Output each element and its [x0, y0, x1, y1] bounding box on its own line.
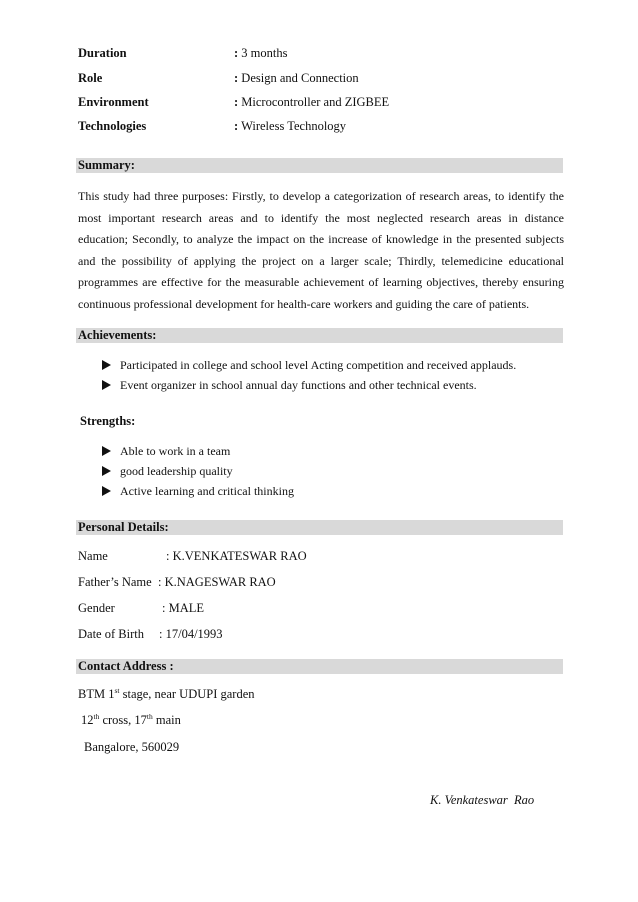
colon: : [234, 71, 239, 85]
address-line-3: Bangalore, 560029 [84, 740, 180, 754]
project-role-row [78, 71, 568, 91]
address-text: stage, near UDUPI garden [119, 687, 255, 701]
achievements-list [102, 355, 516, 395]
technologies-value-wrap [234, 119, 346, 134]
strength-text: Able to work in a team [120, 444, 231, 458]
dob-label: Date of Birth [78, 627, 144, 641]
colon: : [234, 95, 239, 109]
personal-details-heading: Personal Details: [76, 520, 563, 535]
address-text: 12 [81, 713, 94, 727]
list-item [102, 481, 294, 501]
gender-value: : MALE [162, 601, 205, 615]
signature-name: K. Venkateswar Rao [430, 793, 535, 807]
achievements-heading: Achievements: [76, 328, 563, 343]
ordinal-suffix: th [146, 712, 153, 721]
gender-label: Gender [78, 601, 115, 615]
dob-value: : 17/04/1993 [159, 627, 223, 641]
arrow-bullet-icon [102, 486, 111, 496]
list-item [102, 441, 294, 461]
role-label: Role [78, 71, 103, 85]
list-item [102, 375, 516, 395]
strengths-list [102, 441, 294, 501]
duration-value: 3 months [241, 46, 288, 60]
colon: : [234, 119, 239, 133]
arrow-bullet-icon [102, 446, 111, 456]
summary-text: This study had three purposes: Firstly, to develop a categorization of research areas, to identify the most important research areas and to identify the most neglected research areas in distance education; Secondly, to analyze the impact on the increase of knowledge in the presented subjects and the possibility of applying the project on a larger scale; Thirdly, telemedicine educational programmes are effective for the measurable achievement of learning objectives, thereby ensuring continuous professional development for health-care workers and guiding the care of patients. [78, 189, 564, 311]
environment-value: Microcontroller and ZIGBEE [241, 95, 390, 109]
father-name-label: Father’s Name [78, 575, 152, 589]
address-line-2 [81, 713, 181, 728]
strength-text: Active learning and critical thinking [120, 484, 294, 498]
technologies-label: Technologies [78, 119, 147, 133]
ordinal-suffix: th [93, 712, 100, 721]
duration-value-wrap [234, 46, 287, 61]
technologies-value: Wireless Technology [241, 119, 347, 133]
name-label: Name [78, 549, 108, 563]
address-text: cross, 17 [99, 713, 147, 727]
role-value-wrap [234, 71, 359, 86]
achievement-text: Participated in college and school level Acting competition and received applauds. [120, 358, 517, 372]
project-duration-row [78, 46, 568, 66]
summary-heading: Summary: [76, 158, 563, 173]
address-line-1 [78, 687, 255, 702]
achievement-text: Event organizer in school annual day functions and other technical events. [120, 378, 477, 392]
father-name-value: : K.NAGESWAR RAO [158, 575, 276, 589]
address-text: main [152, 713, 181, 727]
list-item [102, 355, 516, 375]
contact-address-heading: Contact Address : [76, 659, 563, 674]
arrow-bullet-icon [102, 380, 111, 390]
address-text: BTM 1 [78, 687, 115, 701]
role-value: Design and Connection [241, 71, 359, 85]
ordinal-suffix: st [114, 686, 120, 695]
project-technologies-row [78, 119, 568, 139]
duration-label: Duration [78, 46, 127, 60]
strengths-heading: Strengths: [80, 414, 136, 428]
project-environment-row [78, 95, 568, 115]
list-item [102, 461, 294, 481]
name-value: : K.VENKATESWAR RAO [166, 549, 307, 563]
strength-text: good leadership quality [120, 464, 233, 478]
environment-label: Environment [78, 95, 149, 109]
colon: : [234, 46, 239, 60]
environment-value-wrap [234, 95, 389, 110]
arrow-bullet-icon [102, 360, 111, 370]
arrow-bullet-icon [102, 466, 111, 476]
